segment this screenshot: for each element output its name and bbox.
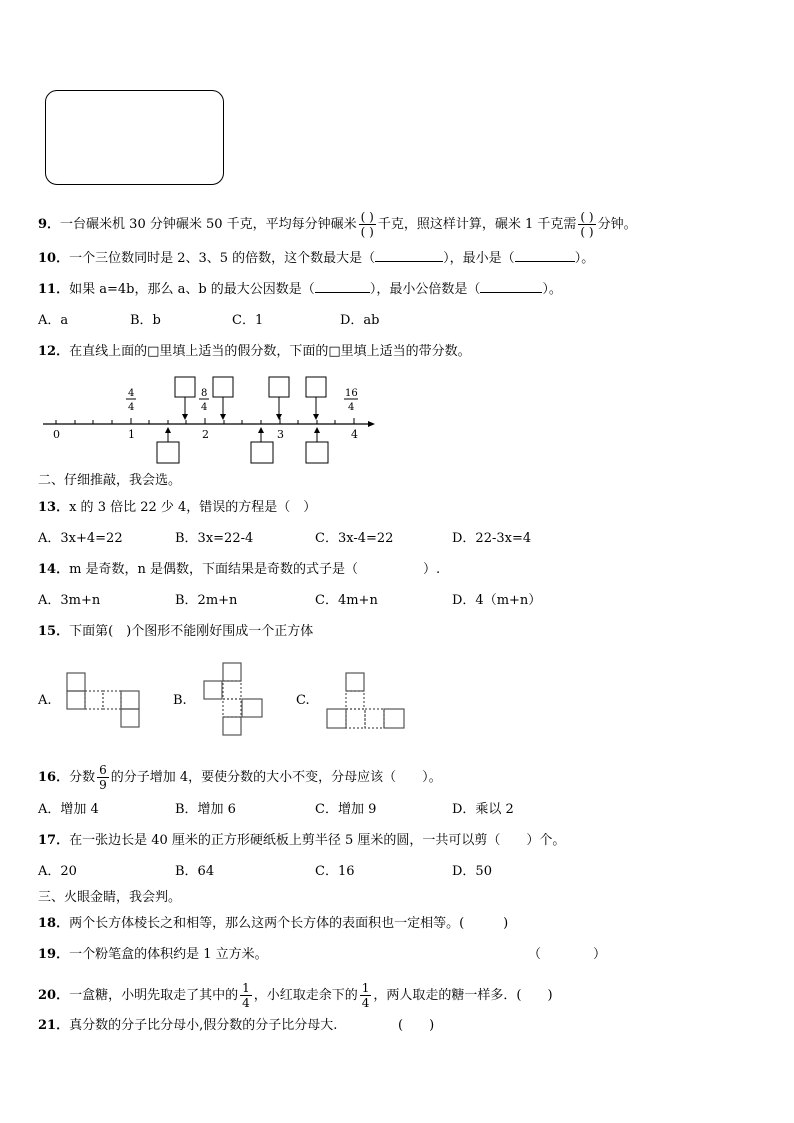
option-c[interactable]: C．4m+n <box>315 593 378 608</box>
answer-box-below[interactable] <box>306 442 328 463</box>
fraction-denominator: 4 <box>348 402 355 413</box>
question-number: 15． <box>38 624 70 639</box>
question-text: 在一张边长是 40 厘米的正方形硬纸板上剪半径 5 厘米的圆，一共可以剪（ ）个。 <box>69 833 566 848</box>
denominator: 9 <box>99 778 107 792</box>
option-b[interactable]: B．2m+n <box>175 593 238 608</box>
question-text: 一个三位数同时是 2、3、5 的倍数，这个数最大是（ <box>69 251 376 266</box>
question-number: 11． <box>38 282 70 297</box>
question-text: 如果 a=4b，那么 a、b 的最大公因数是（ <box>69 282 315 297</box>
fraction-numerator: 8 <box>201 388 208 399</box>
question-13 <box>38 498 316 518</box>
question-text: ），最小公倍数是（ <box>369 282 481 297</box>
question-11 <box>38 280 562 300</box>
option-b[interactable]: B．3x=22-4 <box>175 531 254 546</box>
denominator: 4 <box>242 996 250 1010</box>
tick-label-3: 3 <box>277 428 284 441</box>
question-number: 13． <box>38 500 70 515</box>
option-c[interactable]: C．16 <box>315 864 355 879</box>
tick-label-4: 4 <box>351 428 358 441</box>
cube-net-a <box>66 672 142 728</box>
option-c[interactable]: C．增加 9 <box>315 802 377 817</box>
denominator: ( ) <box>360 225 374 239</box>
numerator: 6 <box>99 763 107 777</box>
question-text: 分钟。 <box>597 217 637 232</box>
question-number: 10． <box>38 251 70 266</box>
option-a[interactable]: A．20 <box>38 864 77 879</box>
question-text: ）。 <box>542 282 562 297</box>
question-text: x 的 3 倍比 22 少 4，错误的方程是（ ） <box>69 500 317 515</box>
question-text: 真分数的分子比分母小,假分数的分子比分母大. <box>69 1018 338 1033</box>
question-text: 的分子增加 4，要使分数的大小不变，分母应该（ ）。 <box>110 770 442 785</box>
fraction-numerator: 16 <box>345 388 358 399</box>
question-text: 一个粉笔盒的体积约是 1 立方米。 <box>69 947 268 962</box>
option-a[interactable]: A．a <box>38 313 69 328</box>
answer-blank[interactable] <box>375 249 443 262</box>
question-10 <box>38 249 594 269</box>
option-b[interactable]: B．增加 6 <box>175 802 236 817</box>
number-line-figure <box>38 372 378 467</box>
denominator: 4 <box>361 996 370 1010</box>
question-text: m 是奇数，n 是偶数，下面结果是奇数的式子是（ ）. <box>69 562 441 577</box>
fraction <box>360 981 372 1010</box>
question-number: 21． <box>38 1018 70 1033</box>
option-a[interactable]: A．3m+n <box>38 593 101 608</box>
answer-blank[interactable] <box>315 280 370 293</box>
figure-label-b[interactable]: B. <box>173 693 187 708</box>
answer-box-below[interactable] <box>157 442 179 463</box>
numerator: 1 <box>361 981 370 995</box>
tick-label-0: 0 <box>53 428 60 441</box>
figure-label-a[interactable]: A. <box>38 693 52 708</box>
question-text: 一台碾米机 30 分钟碾米 50 千克，平均每分钟碾米 <box>60 217 357 232</box>
option-d[interactable]: D．4（m+n） <box>452 593 542 608</box>
question-number: 14． <box>38 562 70 577</box>
option-c[interactable]: C．1 <box>232 313 264 328</box>
section-3-title: 三、火眼金睛，我会判。 <box>38 890 182 905</box>
question-20 <box>38 981 553 1010</box>
question-number: 18． <box>38 916 70 931</box>
question-text: 下面第( )个图形不能刚好围成一个正方体 <box>69 624 314 639</box>
question-number: 12． <box>38 344 70 359</box>
option-b[interactable]: B．b <box>130 313 161 328</box>
question-text: 两个长方体棱长之和相等，那么这两个长方体的表面积也一定相等。( ) <box>69 916 509 931</box>
question-number: 16． <box>38 770 70 785</box>
question-16 <box>38 763 442 792</box>
denominator: ( ) <box>580 225 594 239</box>
option-d[interactable]: D．50 <box>452 864 492 879</box>
question-18 <box>38 914 508 934</box>
question-text: ，两人取走的糖一样多．( ) <box>373 988 553 1003</box>
section-2-title: 二、仔细推敲，我会选。 <box>38 473 182 488</box>
answer-blank[interactable]: （ ） <box>528 947 607 962</box>
question-text: ）。 <box>574 251 595 266</box>
fraction-denominator: 4 <box>201 402 208 413</box>
question-text: 在直线上面的□里填上适当的假分数，下面的□里填上适当的带分数。 <box>69 344 471 359</box>
answer-box-above[interactable] <box>306 377 326 397</box>
option-a[interactable]: A．3x+4=22 <box>38 531 123 546</box>
question-12 <box>38 342 471 362</box>
tick-label-1: 1 <box>128 428 135 441</box>
answer-blank[interactable]: ( ) <box>398 1018 435 1033</box>
fraction <box>240 981 252 1010</box>
answer-blank[interactable] <box>515 249 575 262</box>
question-14 <box>38 560 440 580</box>
option-d[interactable]: D．乘以 2 <box>452 802 514 817</box>
question-15 <box>38 622 313 642</box>
option-a[interactable]: A．增加 4 <box>38 802 99 817</box>
answer-box-below[interactable] <box>251 442 273 463</box>
answer-box-above[interactable] <box>175 377 195 397</box>
question-text: ，小红取走余下的 <box>253 988 358 1003</box>
numerator: ( ) <box>580 210 594 224</box>
cube-net-b <box>203 662 265 738</box>
question-9 <box>38 210 637 239</box>
question-19 <box>38 945 268 965</box>
question-text: ），最小是（ <box>443 251 515 266</box>
question-number: 20． <box>38 988 70 1003</box>
answer-box-above[interactable] <box>269 377 289 397</box>
answer-box-above[interactable] <box>213 377 233 397</box>
question-17 <box>38 831 565 851</box>
fraction-denominator: 4 <box>128 402 135 413</box>
option-d[interactable]: D．22-3x=4 <box>452 531 532 546</box>
answer-box <box>45 90 224 185</box>
question-number: 17． <box>38 833 70 848</box>
question-text: 分数 <box>69 770 96 785</box>
option-b[interactable]: B．64 <box>175 864 215 879</box>
cube-net-c <box>326 672 406 730</box>
question-text: 千克，照这样计算，碾米 1 千克需 <box>377 217 577 232</box>
question-21 <box>38 1016 337 1036</box>
fraction <box>578 210 595 239</box>
tick-label-2: 2 <box>202 428 209 441</box>
numerator: 1 <box>242 981 250 995</box>
fraction <box>359 210 376 239</box>
fraction-numerator: 4 <box>128 388 135 399</box>
option-c[interactable]: C．3x-4=22 <box>315 531 394 546</box>
figure-label-c[interactable]: C. <box>296 693 310 708</box>
question-number: 19． <box>38 947 70 962</box>
numerator: ( ) <box>360 210 374 224</box>
question-text: 一盒糖，小明先取走了其中的 <box>69 988 239 1003</box>
question-number: 9． <box>38 217 61 232</box>
fraction <box>97 763 109 792</box>
answer-blank[interactable] <box>480 280 542 293</box>
option-d[interactable]: D．ab <box>340 313 380 328</box>
